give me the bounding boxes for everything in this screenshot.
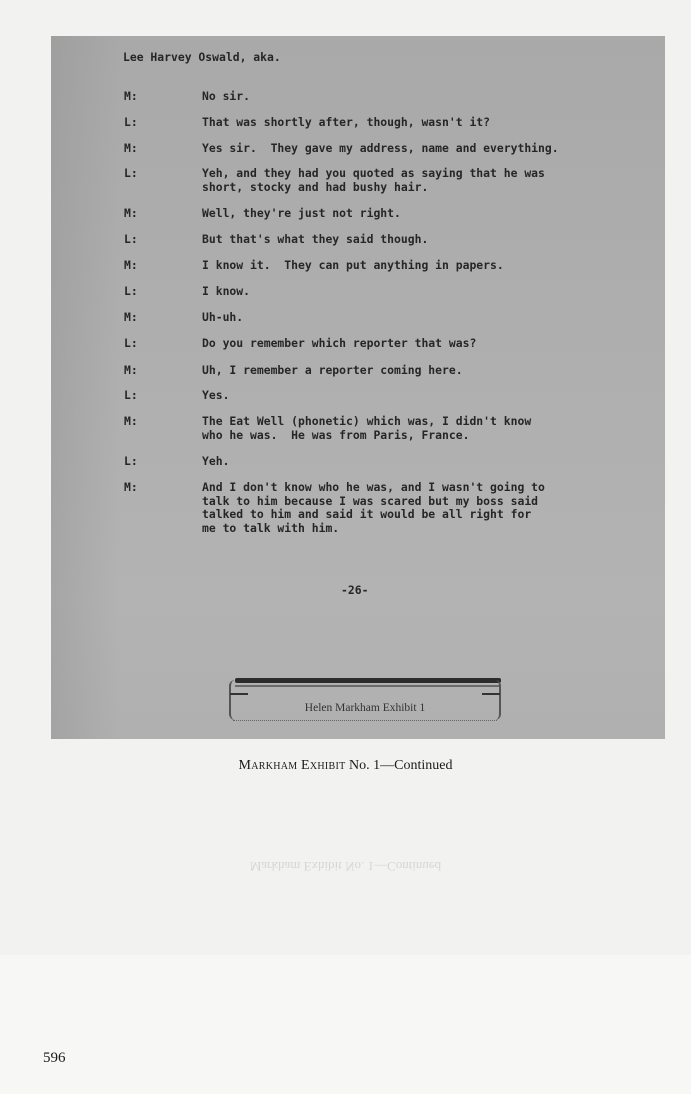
photo-shading (51, 36, 121, 739)
exhibit-label (229, 676, 501, 724)
figure-caption (0, 758, 691, 774)
dialogue-line: That was shortly after, though, wasn't it? (202, 115, 491, 129)
page-folio-number: 596 (43, 1050, 66, 1066)
speaker-label: L: (124, 284, 138, 298)
dialogue-line: Yeh. (202, 454, 230, 468)
speaker-label: M: (124, 363, 138, 377)
speaker-label: M: (124, 480, 138, 494)
label-frame-rule (235, 685, 501, 687)
label-frame-left (229, 680, 235, 720)
dialogue-line: No sir. (202, 89, 251, 103)
label-frame-bottom (233, 720, 497, 722)
dialogue-line: short, stocky and had bushy hair. (202, 179, 429, 194)
dialogue-line: But that's what they said though. (202, 232, 429, 246)
speaker-label: L: (124, 115, 138, 129)
speaker-label: M: (124, 414, 138, 428)
label-dash-left (230, 693, 248, 695)
dialogue-line: who he was. He was from Paris, France. (202, 427, 470, 442)
speaker-label: M: (124, 206, 138, 220)
transcript-photograph (51, 36, 665, 739)
dialogue-line: And I don't know who he was, and I wasn't going to (202, 480, 545, 494)
caption-rest: No. 1—Continued (349, 758, 453, 773)
dialogue-line: me to talk with him. (202, 520, 340, 535)
dialogue-line: Uh-uh. (202, 310, 244, 324)
dialogue-line: I know. (202, 284, 251, 298)
speaker-label: L: (124, 232, 138, 246)
dialogue-line: talk to him because I was scared but my boss said (202, 493, 539, 508)
page-lower-band (0, 955, 691, 1094)
dialogue-line: Yes sir. They gave my address, name and everything. (202, 141, 559, 155)
caption-word-exhibit: Exhibit (301, 758, 346, 773)
dialogue-line: Well, they're just not right. (202, 206, 401, 220)
speaker-label: M: (124, 89, 138, 103)
speaker-label: L: (124, 388, 138, 402)
speaker-label: M: (124, 141, 138, 155)
bleed-through-caption: Markham Exhibit No. 1—Continued (249, 859, 442, 874)
transcript-header: Lee Harvey Oswald, aka. (123, 50, 281, 64)
exhibit-label-text: Helen Markham Exhibit 1 (304, 702, 426, 714)
dialogue-line: Uh, I remember a reporter coming here. (202, 363, 463, 377)
dialogue-line: I know it. They can put anything in papers. (202, 258, 504, 272)
speaker-label: L: (124, 454, 138, 468)
speaker-label: L: (124, 166, 138, 180)
label-frame-top (235, 678, 501, 683)
dialogue-line: Do you remember which reporter that was? (202, 336, 477, 350)
label-dash-right (482, 693, 500, 695)
dialogue-line: talked to him and said it would be all right for (202, 507, 532, 521)
typed-page-number: -26- (341, 583, 369, 597)
speaker-label: M: (124, 310, 138, 324)
speaker-label: L: (124, 336, 138, 350)
dialogue-line: Yes. (202, 388, 230, 402)
dialogue-line: The Eat Well (phonetic) which was, I didn't know (202, 414, 532, 428)
label-frame-right (495, 680, 501, 720)
speaker-label: M: (124, 258, 138, 272)
dialogue-line: Yeh, and they had you quoted as saying that he was (202, 166, 545, 180)
caption-word-markham: Markham (238, 758, 298, 773)
